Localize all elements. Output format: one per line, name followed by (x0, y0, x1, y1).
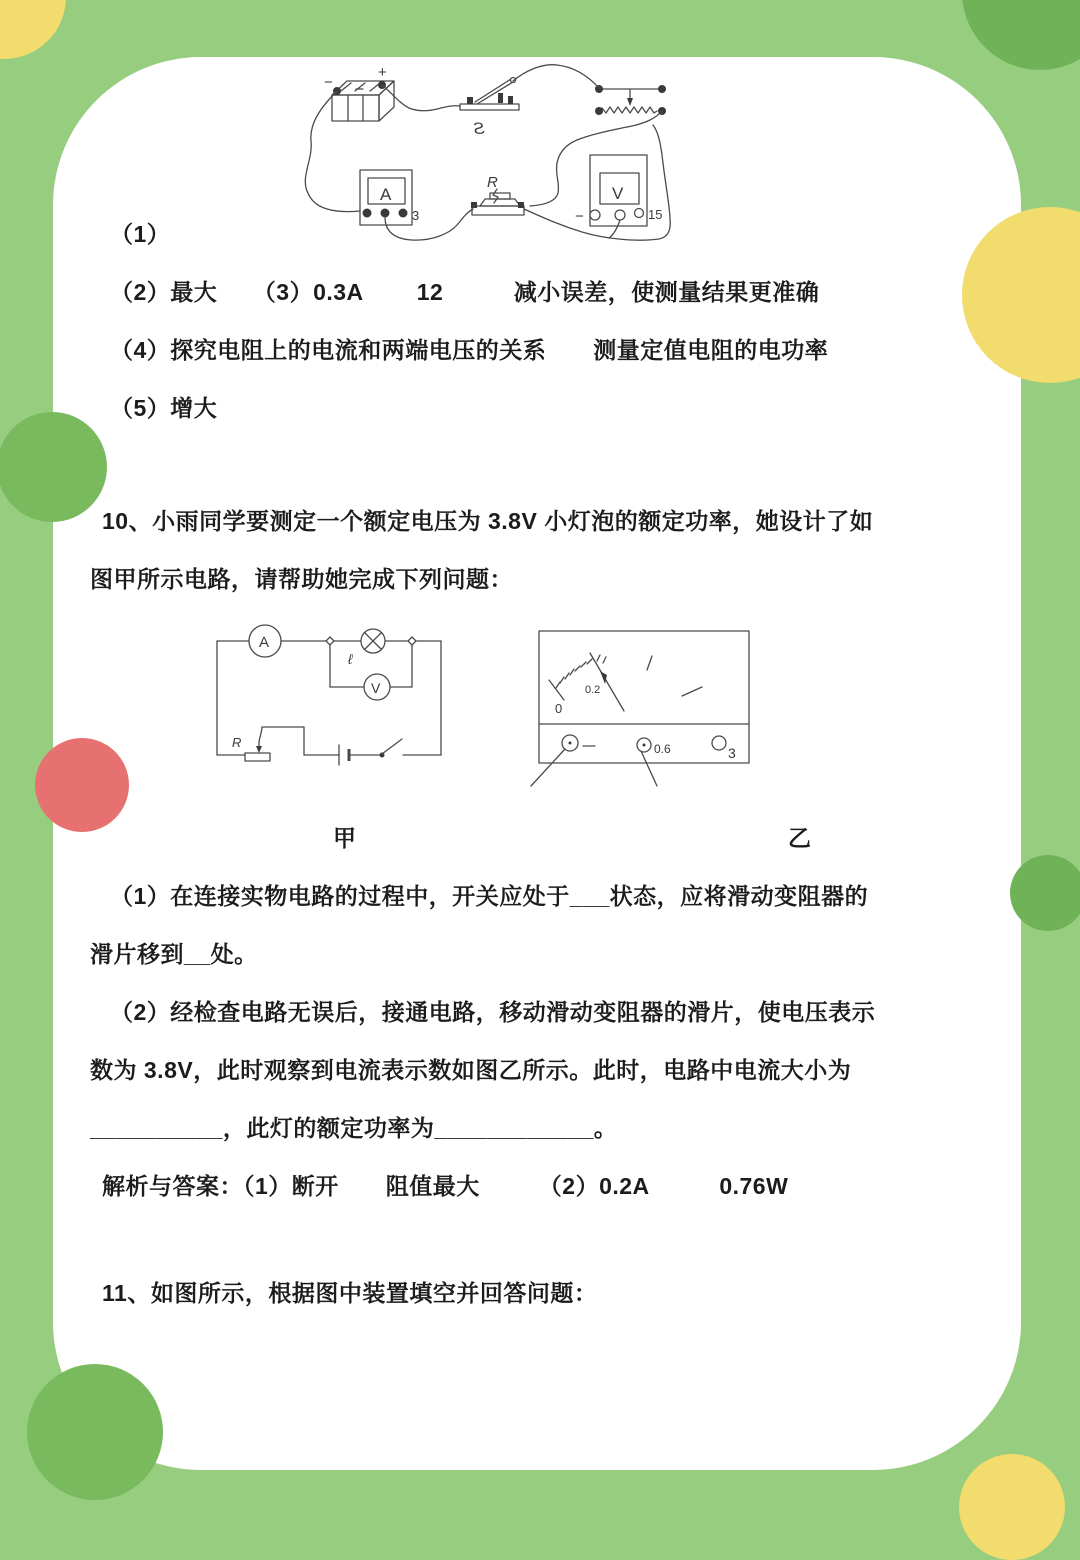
problem10-intro-line2: 图甲所示电路，请帮助她完成下列问题： (90, 566, 513, 592)
jia-wires (217, 641, 441, 755)
yi-terminal-right-label: 3 (728, 745, 736, 761)
jia-battery (339, 745, 349, 765)
problem10-number: 10、 (102, 508, 153, 534)
problem10-q2-line1: （2）经检查电路无误后，接通电路，移动滑动变阻器的滑片，使电压表示 (110, 999, 876, 1025)
jia-switch (380, 739, 403, 758)
jia-voltmeter (364, 674, 390, 700)
ammeter-label: A (380, 185, 392, 204)
resistor-stand-drawing (471, 174, 524, 215)
jia-ammeter (249, 625, 281, 657)
yi-reading-label: 0.2 (585, 684, 601, 696)
ammeter-drawing (360, 170, 419, 225)
problem10-q2-line3: __________，此灯的额定功率为____________。 (90, 1115, 618, 1141)
jia-lamp (347, 629, 385, 667)
jia-voltmeter-label: V (371, 680, 381, 696)
problem11-number: 11、 (102, 1280, 151, 1306)
yi-terminal-mid-label: 0.6 (654, 742, 671, 756)
figure-label-yi: 乙 (788, 825, 812, 851)
resistor-label: R (487, 174, 498, 191)
jia-junction-right (408, 637, 416, 645)
voltmeter-label: V (612, 184, 624, 203)
voltmeter-range-label: 15 (648, 207, 663, 222)
problem10-answer-line (90, 1157, 992, 1215)
yi-zero-label: 0 (555, 701, 563, 716)
jia-junction-left (326, 637, 334, 645)
problem11-text: 如图所示，根据图中装置填空并回答问题： (150, 1280, 598, 1306)
yi-scale (549, 653, 702, 716)
problem11-line (90, 1264, 992, 1322)
prev-answer-line-2: （2）最大 （3）0.3A 12 减小误差，使测量结果更准确 (110, 279, 820, 305)
yi-terminals (531, 735, 736, 786)
problem10-q1-line1: （1）在连接实物电路的过程中，开关应处于___状态，应将滑动变阻器的 (110, 883, 869, 909)
problem10-intro-text1: 小雨同学要测定一个额定电压为 3.8V 小灯泡的额定功率，她设计了如 (152, 508, 874, 534)
figure-physical-circuit (297, 41, 757, 256)
battery-drawing (324, 64, 394, 121)
problem10-q1-line2: 滑片移到__处。 (90, 941, 258, 967)
rheostat-drawing (595, 85, 666, 115)
answer-label: 解析与答案： (102, 1173, 243, 1199)
problem10-intro-line1 (90, 492, 992, 550)
figure-yi-ammeter-face (519, 605, 759, 790)
jia-rheostat-label: R (232, 735, 242, 750)
voltmeter-drawing (575, 155, 662, 226)
problem10-q2-line2: 数为 3.8V，此时观察到电流表示数如图乙所示。此时，电路中电流大小为 (90, 1057, 852, 1083)
jia-rheostat (232, 727, 304, 761)
battery-minus-label: − (324, 74, 333, 91)
battery-plus-label: + (378, 64, 387, 81)
figure-caption-row (90, 809, 992, 867)
switch-drawing (460, 78, 519, 139)
prev-answer-line-5: （5）增大 (110, 395, 218, 421)
prev-answer-line-1: （1） (110, 221, 171, 247)
jia-lamp-label: ℓ (348, 651, 353, 667)
voltmeter-minus-label: − (575, 208, 584, 225)
figure-jia-schematic (200, 616, 482, 788)
switch-label: S (473, 119, 485, 138)
ammeter-range-label: 3 (412, 208, 420, 223)
figure-label-jia: 甲 (333, 825, 357, 851)
jia-ammeter-label: A (259, 634, 270, 651)
prev-answer-line-4: （4）探究电阻上的电流和两端电压的关系 测量定值电阻的电功率 (110, 337, 829, 363)
answer-text: （1）断开 阻值最大 （2）0.2A 0.76W (243, 1173, 789, 1199)
